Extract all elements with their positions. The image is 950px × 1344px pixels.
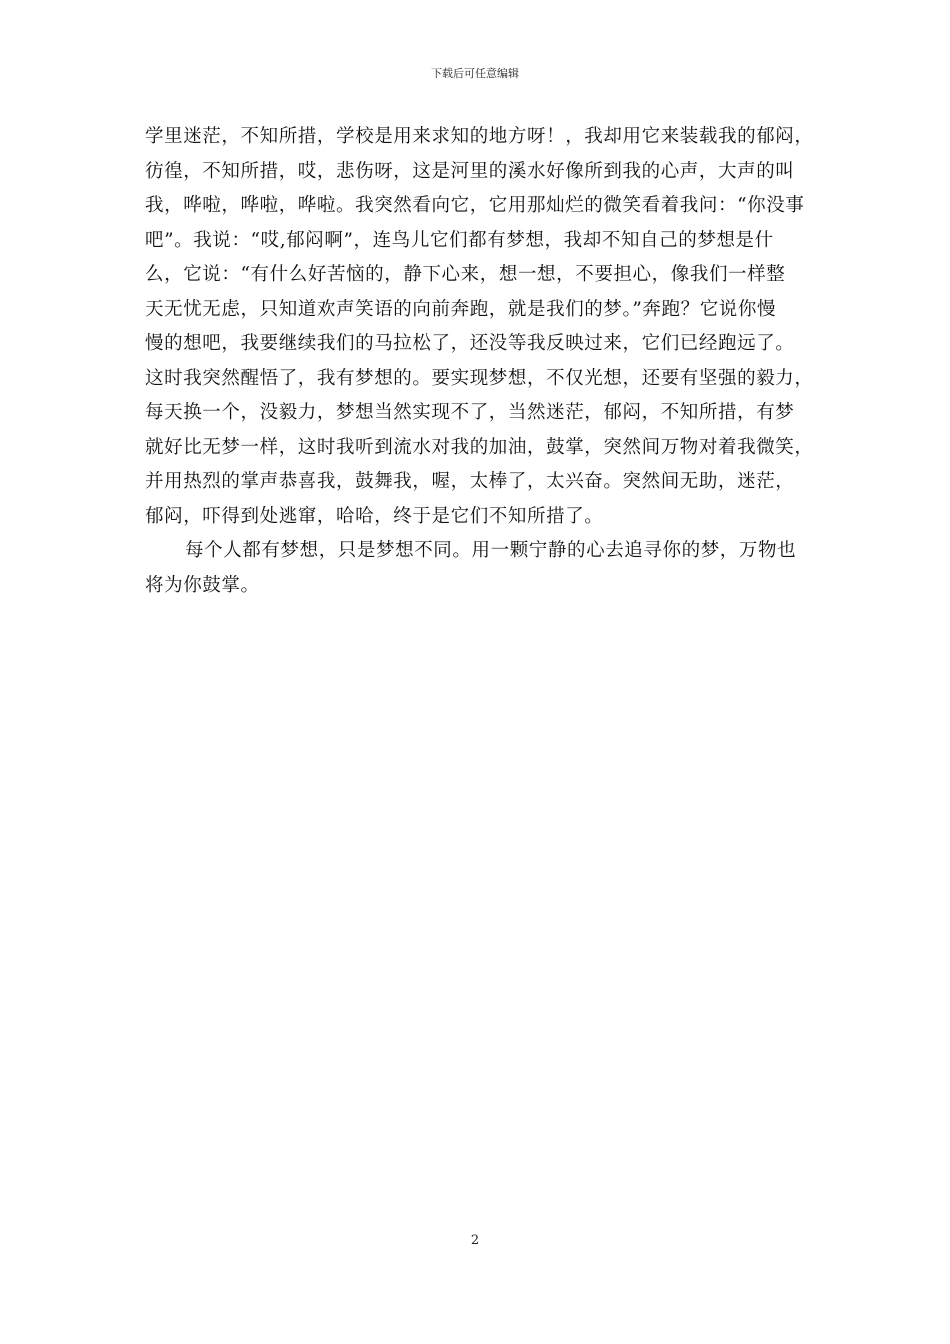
text-line: 我，哗啦，哗啦，哗啦。我突然看向它，它用那灿烂的微笑看着我问：“你没事 xyxy=(145,195,805,216)
paragraph-1 xyxy=(145,120,835,534)
text-line: 慢的想吧，我要继续我们的马拉松了，还没等我反映过来，它们已经跑远了。 xyxy=(145,333,795,354)
text-line: 每个人都有梦想，只是梦想不同。用一颗宁静的心去追寻你的梦，万物也 xyxy=(185,540,797,561)
text-line: 这时我突然醒悟了，我有梦想的。要实现梦想，不仅光想，还要有坚强的毅力， xyxy=(145,367,814,389)
text-line: 彷徨，不知所措，哎，悲伤呀，这是河里的溪水好像所到我的心声，大声的叫 xyxy=(145,160,795,182)
page-number: 2 xyxy=(470,1233,480,1248)
text-line: 吧”。我说：“哎,郁闷啊”，连鸟儿它们都有梦想，我却不知自己的梦想是什 xyxy=(145,229,774,251)
text-line: 每天换一个，没毅力，梦想当然实现不了，当然迷茫，郁闷，不知所措，有梦 xyxy=(145,402,795,423)
text-line: 学里迷茫，不知所措，学校是用来求知的地方呀！，我却用它来装载我的郁闷， xyxy=(145,126,814,147)
document-body xyxy=(145,120,835,603)
paragraph-2 xyxy=(145,534,835,603)
text-line: 就好比无梦一样，这时我听到流水对我的加油，鼓掌，突然间万物对着我微笑， xyxy=(145,436,814,458)
text-line: 郁闷，吓得到处逃窜，哈哈，终于是它们不知所措了。 xyxy=(145,505,604,527)
page-header: 下载后可任意编辑 xyxy=(431,67,519,80)
text-line: 天无忧无虑，只知道欢声笑语的向前奔跑，就是我们的梦。”奔跑？它说你慢 xyxy=(145,298,777,320)
text-line: 并用热烈的掌声恭喜我，鼓舞我，喔，太棒了，太兴奋。突然间无助，迷茫， xyxy=(145,471,795,492)
text-line: 将为你鼓掌。 xyxy=(145,574,260,596)
text-line: 么，它说：“有什么好苦恼的，静下心来，想一想，不要担心，像我们一样整 xyxy=(145,264,786,285)
